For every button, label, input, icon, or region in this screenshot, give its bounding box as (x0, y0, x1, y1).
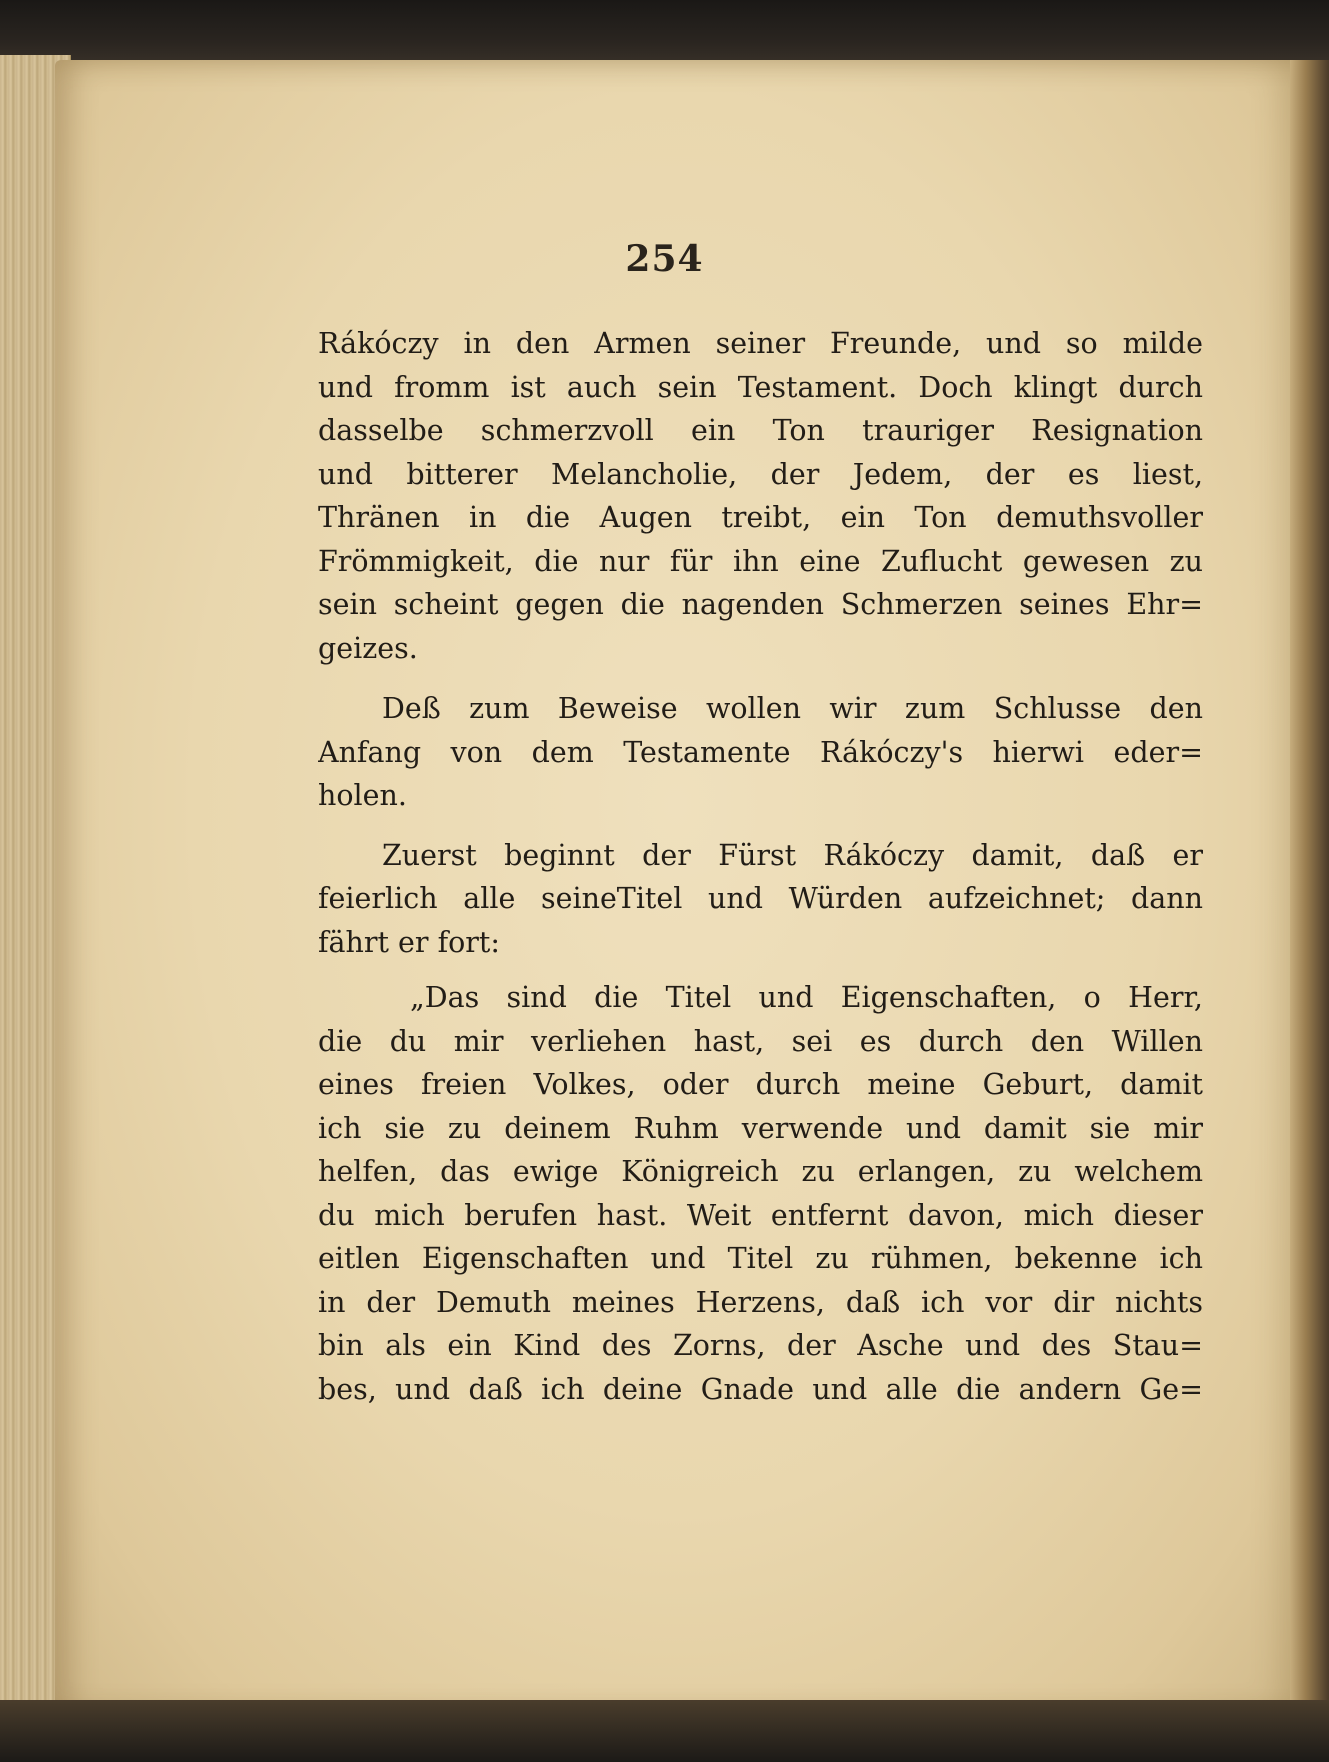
bottom-background (0, 1700, 1329, 1762)
text-line: ich sie zu deinem Ruhm verwende und damit sie mir (318, 1111, 1203, 1145)
text-line: bes, und daß ich deine Gnade und alle die andern Ge= (318, 1372, 1203, 1406)
paragraph-2 (318, 687, 1203, 818)
text-line: Zuerst beginnt der Fürst Rákóczy damit, daß er (382, 838, 1203, 872)
text-line: Anfang von dem Testamente Rákóczy's hierwi eder= (318, 735, 1203, 769)
text-line: eitlen Eigenschaften und Titel zu rühmen, bekenne ich (318, 1242, 1203, 1275)
text-line: in der Demuth meines Herzens, daß ich vor dir nichts (318, 1285, 1203, 1319)
text-line: helfen, das ewige Königreich zu erlangen, zu welchem (318, 1155, 1203, 1188)
text-line: Rákóczy in den Armen seiner Freunde, und so milde (318, 327, 1203, 360)
body-text (318, 322, 1203, 1411)
paragraph-1 (318, 322, 1203, 670)
text-line: bin als ein Kind des Zorns, der Asche und des Stau= (318, 1329, 1203, 1362)
text-line: und bitterer Melancholie, der Jedem, der es liest, (318, 457, 1203, 491)
text-line: Frömmigkeit, die nur für ihn eine Zuflucht gewesen zu (318, 544, 1203, 578)
text-line: Deß zum Beweise wollen wir zum Schlusse den (382, 692, 1203, 725)
text-line: holen. (318, 779, 407, 812)
text-line: du mich berufen hast. Weit entfernt davon, mich dieser (318, 1198, 1203, 1232)
text-line: fährt er fort: (318, 925, 500, 959)
paragraph-3 (318, 834, 1203, 965)
text-line: Thränen in die Augen treibt, ein Ton demuthsvoller (318, 501, 1203, 534)
page-number: 254 (625, 238, 704, 280)
text-line: dasselbe schmerzvoll ein Ton trauriger Resignation (318, 414, 1203, 447)
text-line: und fromm ist auch sein Testament. Doch klingt durch (318, 370, 1203, 404)
text-line: eines freien Volkes, oder durch meine Geburt, damit (318, 1068, 1203, 1101)
text-line: sein scheint gegen die nagenden Schmerzen seines Ehr= (318, 588, 1203, 621)
text-line: feierlich alle seineTitel und Würden aufzeichnet; dann (318, 882, 1203, 915)
paragraph-4-quote (318, 976, 1203, 1411)
text-line: „Das sind die Titel und Eigenschaften, o Herr, (410, 981, 1203, 1014)
text-line: die du mir verliehen hast, sei es durch den Willen (318, 1024, 1203, 1058)
text-line: geizes. (318, 631, 418, 665)
binding-edge (1290, 60, 1329, 1715)
